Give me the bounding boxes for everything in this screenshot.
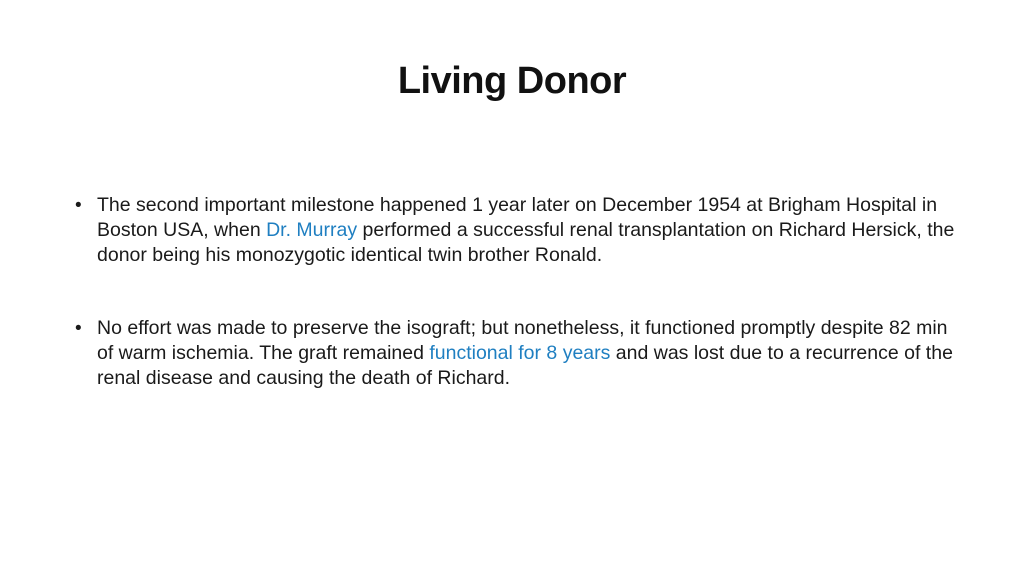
highlight-dr-murray: Dr. Murray	[266, 219, 358, 241]
bullet-item	[75, 193, 955, 268]
slide-title: Living Donor	[397, 60, 627, 102]
bullet-item	[75, 316, 955, 391]
bullet-text: No effort was made to preserve the isograft; but nonetheless, it functioned promptly despite 82 min of warm ischemia. The graft remained	[97, 317, 948, 364]
bullet-dot-icon: •	[75, 318, 82, 339]
bullet-text: performed a successful renal transplantation on Richard Hersick, the donor being his monozygotic identical twin brother Ronald.	[97, 219, 955, 266]
bullet-text: The second important milestone happened 1 year later on December 1954 at Brigham Hospital in Boston USA, when	[97, 194, 938, 241]
bullet-list	[75, 193, 955, 391]
highlight-functional-years: functional for 8 years	[429, 342, 611, 364]
bullet-dot-icon: •	[75, 195, 82, 216]
bullet-text: and was lost due to a recurrence of the renal disease and causing the death of Richard.	[97, 342, 953, 389]
